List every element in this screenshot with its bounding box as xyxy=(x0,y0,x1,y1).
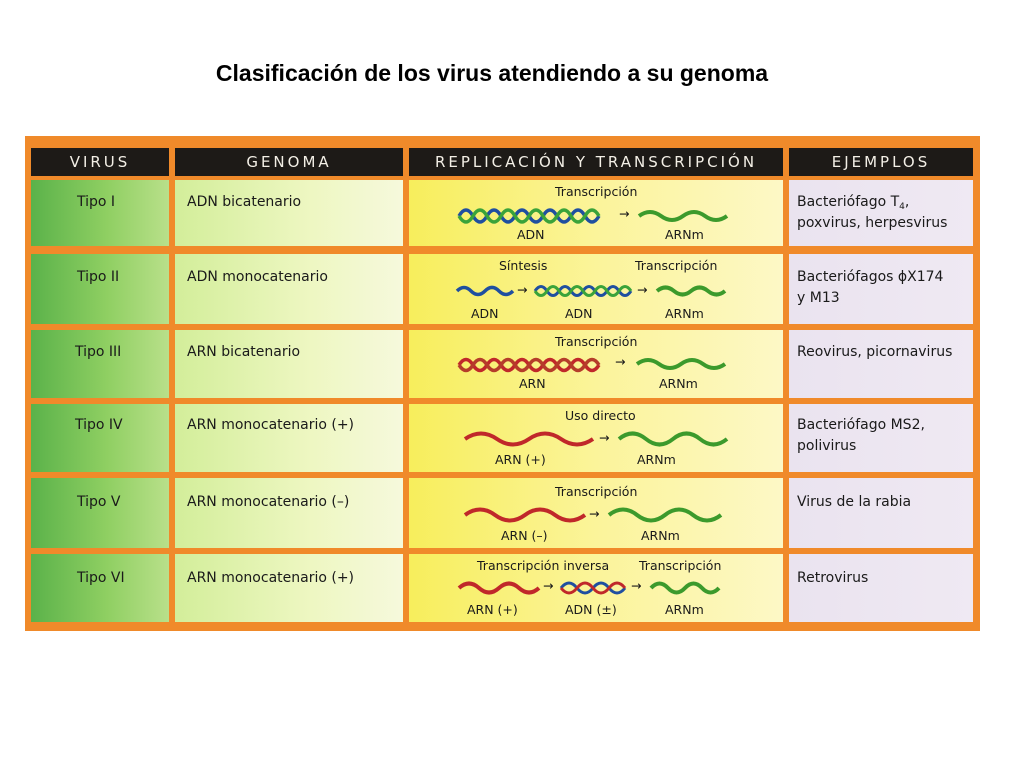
row-6-process-label-1: Transcripción inversa xyxy=(477,558,610,573)
header-ejemplos: EJEMPLOS xyxy=(789,148,973,176)
row-5-label-a: ARN (–) xyxy=(501,528,548,543)
row-6-replicacion-cell xyxy=(409,554,783,622)
row-4-process-label: Uso directo xyxy=(565,408,636,423)
row-1-replicacion-cell xyxy=(409,180,783,246)
row-3-ejemplos-cell xyxy=(789,330,973,398)
row-3-genoma-cell xyxy=(175,330,403,398)
row-2-label-a: ADN xyxy=(471,306,499,321)
row-4-arnm-strand xyxy=(619,430,729,448)
row-6-ejemplo-line-1: Retrovirus xyxy=(797,570,869,586)
row-5-process-label: Transcripción xyxy=(555,484,638,499)
row-2-process-label-2: Transcripción xyxy=(635,258,718,273)
arrow-icon: → xyxy=(589,506,600,521)
row-5-virus-cell xyxy=(31,478,169,548)
row-5-arnm-strand xyxy=(609,506,721,524)
row-4-ejemplo-line-2: polivirus xyxy=(797,438,857,454)
row-4-ejemplos-cell xyxy=(789,404,973,472)
row-6-arnm-strand xyxy=(651,580,719,596)
row-6-tipo: Tipo VI xyxy=(77,570,125,586)
row-2-arnm-strand xyxy=(657,284,725,298)
row-6-label-c: ARNm xyxy=(665,602,704,617)
row-5-ejemplos-cell xyxy=(789,478,973,548)
row-6-arn-plus-strand xyxy=(459,580,539,596)
row-3-label-b: ARNm xyxy=(659,376,698,391)
row-2-adn-double-helix xyxy=(535,282,631,300)
row-1-label-b: ARNm xyxy=(665,227,704,242)
row-1-label-a: ADN xyxy=(517,227,545,242)
row-2-label-b: ADN xyxy=(565,306,593,321)
row-2-genoma-cell xyxy=(175,254,403,324)
row-2-process-label-1: Síntesis xyxy=(499,258,548,273)
arrow-icon: → xyxy=(619,206,630,221)
row-1-genoma: ADN bicatenario xyxy=(187,194,302,210)
row-6-virus-cell xyxy=(31,554,169,622)
row-3-arn-double-helix xyxy=(459,354,599,376)
row-2-ejemplo-line-1: Bacteriófagos ϕX174 xyxy=(797,269,944,285)
row-2-ejemplo-line-2: y M13 xyxy=(797,290,840,306)
row-6-label-a: ARN (+) xyxy=(467,602,518,617)
row-1-ejemplos-cell xyxy=(789,180,973,246)
row-3-process-label: Transcripción xyxy=(555,334,638,349)
row-2-replicacion-cell xyxy=(409,254,783,324)
row-4-replicacion-cell xyxy=(409,404,783,472)
header-virus: VIRUS xyxy=(31,148,169,176)
row-3-ejemplo-line-1: Reovirus, picornavirus xyxy=(797,344,953,360)
row-2-label-c: ARNm xyxy=(665,306,704,321)
row-1-genoma-cell xyxy=(175,180,403,246)
row-2-ejemplos-cell xyxy=(789,254,973,324)
row-1-dna-double-helix xyxy=(459,204,609,228)
row-5-label-b: ARNm xyxy=(641,528,680,543)
row-5-genoma: ARN monocatenario (–) xyxy=(187,494,350,510)
row-6-adn-double-helix xyxy=(561,578,625,598)
row-2-tipo: Tipo II xyxy=(77,269,120,285)
row-4-arn-plus-strand xyxy=(465,430,595,448)
row-4-label-b: ARNm xyxy=(637,452,676,467)
row-5-replicacion-cell xyxy=(409,478,783,548)
row-4-ejemplo-line-1: Bacteriófago MS2, xyxy=(797,417,925,433)
row-2-genoma: ADN monocatenario xyxy=(187,269,328,285)
row-1-ejemplo-line-2: poxvirus, herpesvirus xyxy=(797,215,948,231)
arrow-icon: → xyxy=(615,354,626,369)
arrow-icon: → xyxy=(517,282,528,297)
row-6-genoma-cell xyxy=(175,554,403,622)
row-4-genoma: ARN monocatenario (+) xyxy=(187,417,355,433)
row-6-genoma: ARN monocatenario (+) xyxy=(187,570,355,586)
row-3-virus-cell xyxy=(31,330,169,398)
row-4-genoma-cell xyxy=(175,404,403,472)
header-genoma: GENOMA xyxy=(175,148,403,176)
virus-classification-table xyxy=(25,136,980,631)
arrow-icon: → xyxy=(637,282,648,297)
row-5-genoma-cell xyxy=(175,478,403,548)
row-3-arnm-strand xyxy=(637,356,727,372)
row-3-genoma: ARN bicatenario xyxy=(187,344,301,360)
row-6-process-label-2: Transcripción xyxy=(639,558,722,573)
row-4-tipo: Tipo IV xyxy=(75,417,123,433)
row-1-arnm-strand xyxy=(639,208,731,224)
row-1-process-label: Transcripción xyxy=(555,184,638,199)
row-3-replicacion-cell xyxy=(409,330,783,398)
row-5-ejemplo-line-1: Virus de la rabia xyxy=(797,494,912,510)
row-6-label-b: ADN (±) xyxy=(565,602,617,617)
row-4-label-a: ARN (+) xyxy=(495,452,546,467)
arrow-icon: → xyxy=(599,430,610,445)
row-1-ejemplo-line-1: Bacteriófago $T_4$, xyxy=(797,194,910,212)
page-title: Clasificación de los virus atendiendo a su genoma xyxy=(215,60,769,86)
row-4-virus-cell xyxy=(31,404,169,472)
header-replicacion: REPLICACIÓN Y TRANSCRIPCIÓN xyxy=(409,148,783,176)
row-5-tipo: Tipo V xyxy=(77,494,121,510)
row-2-virus-cell xyxy=(31,254,169,324)
row-5-arn-minus-strand xyxy=(465,506,585,524)
row-1-tipo: Tipo I xyxy=(77,194,116,210)
row-1-virus-cell xyxy=(31,180,169,246)
row-3-tipo: Tipo III xyxy=(75,344,122,360)
arrow-icon: → xyxy=(631,578,642,593)
row-3-label-a: ARN xyxy=(519,376,546,391)
arrow-icon: → xyxy=(543,578,554,593)
row-2-adn-single-strand xyxy=(457,284,513,298)
row-6-ejemplos-cell xyxy=(789,554,973,622)
